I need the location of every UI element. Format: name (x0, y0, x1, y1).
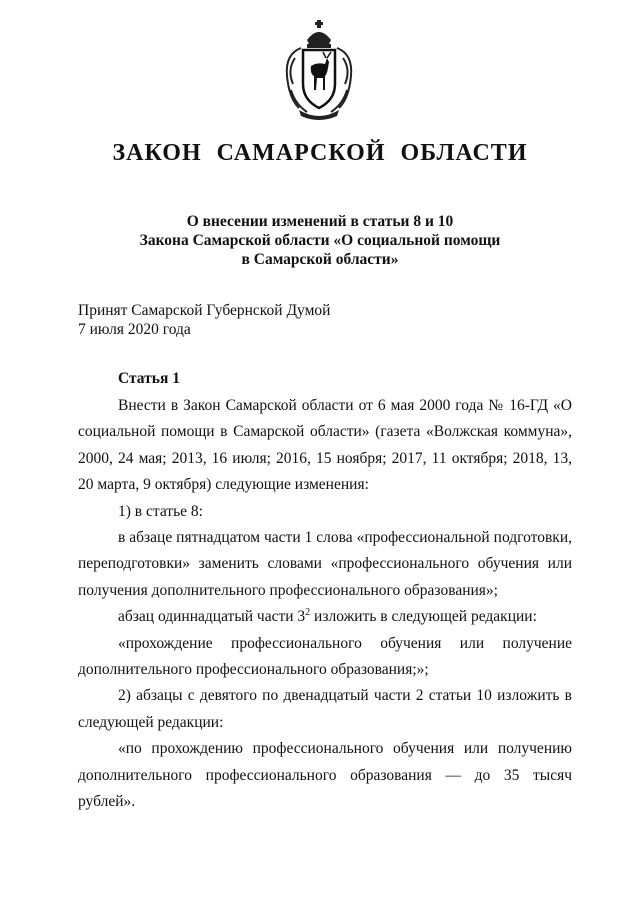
paragraph: «прохождение профессионального обучения или получение дополнительного профессионального образования;»; (78, 634, 572, 679)
article-heading: Статья 1 (118, 370, 180, 387)
paragraph-text: абзац одиннадцатый части 3 (118, 608, 306, 626)
adoption-date: 7 июля 2020 года (78, 321, 191, 338)
adoption-body: Принят Самарской Губернской Думой (78, 302, 331, 319)
paragraph: 1) в статье 8: (118, 502, 203, 520)
paragraph: Внести в Закон Самарской области от 6 мая 2000 года № 16-ГД «О социальной помощи в Самарской области» (газета «Волжская коммуна», 2000, 24 мая; 2013, 16 июля; 2016, 15 ноября; 2017, 11 октября; 2018, 13, 20 марта, 9 октября) следующие изменения: (78, 397, 572, 494)
law-subtitle (0, 212, 640, 269)
subtitle-line: О внесении изменений в статьи 8 и 10 (186, 213, 454, 230)
paragraph: «по прохождению профессионального обучения или получению дополнительного профессионального образования — до 35 тысяч рублей». (78, 740, 572, 811)
subtitle-line: в Самарской области» (241, 251, 399, 268)
paragraph (78, 604, 572, 630)
paragraph: 2) абзацы с девятого по двенадцатый части 2 статьи 10 изложить в следующей редакции: (78, 687, 572, 731)
law-title: ЗАКОН САМАРСКОЙ ОБЛАСТИ (112, 140, 528, 166)
adoption-info (78, 301, 330, 339)
subtitle-line: Закона Самарской области «О социальной помощи (139, 232, 501, 249)
superscript: 2 (305, 607, 311, 619)
samara-coat-of-arms-emblem (281, 18, 357, 122)
paragraph: в абзаце пятнадцатом части 1 слова «профессиональной подготовки, переподготовки» заменить словами «профессионального обучения или получения дополнительного профессионального образования»; (78, 529, 572, 599)
paragraph-text-tail: изложить в следующей редакции: (310, 608, 537, 626)
article-body (78, 393, 572, 816)
